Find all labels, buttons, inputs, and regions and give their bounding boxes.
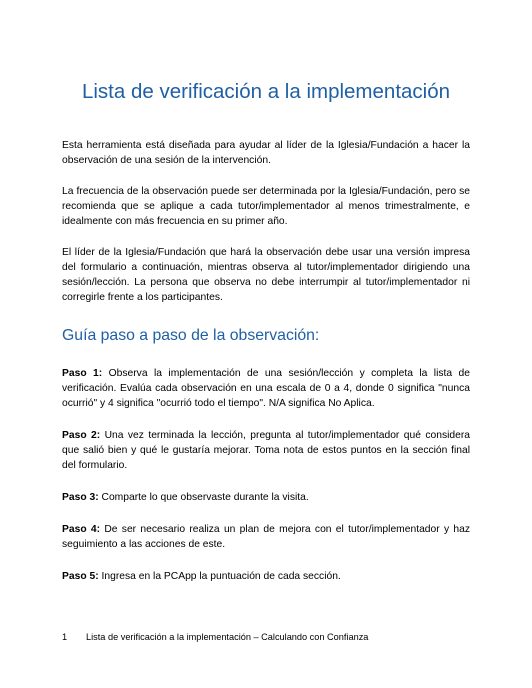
step-text: Comparte lo que observaste durante la visita. — [101, 492, 309, 503]
step-3 — [62, 490, 470, 505]
step-text: Una vez terminada la lección, pregunta al tutor/implementador qué considera que salió bien y qué le gustaría mejorar. Toma nota de estos puntos en la sección final del formulario. — [62, 430, 470, 471]
intro-paragraph-3: El líder de la Iglesia/Fundación que hará la observación debe usar una versión impresa del formulario a continuación, mientras observa al tutor/implementador dirigiendo una sesión/lección. La persona que observa no debe interrumpir al tutor/implementador ni corregirle frente a los participantes. — [62, 247, 470, 303]
page-number: 1 — [62, 632, 68, 642]
step-text: Observa la implementación de una sesión/lección y completa la lista de verificación. Evalúa cada observación en una escala de 0 a 4, donde 0 significa "nunca ocurrió" y 4 significa "ocurrió todo el tiempo". N/A significa No Aplica. — [62, 368, 470, 409]
step-text: De ser necesario realiza un plan de mejora con el tutor/implementador y haz seguimiento a las acciones de este. — [62, 524, 470, 550]
document-body — [62, 138, 470, 601]
step-label: Paso 2: — [62, 430, 101, 441]
footer-text: Lista de verificación a la implementación – Calculando con Confianza — [86, 632, 369, 642]
intro-paragraph-1: Esta herramienta está diseñada para ayudar al líder de la Iglesia/Fundación a hacer la observación de una sesión de la intervención. — [62, 140, 470, 166]
page-footer — [62, 632, 368, 642]
step-text: Ingresa en la PCApp la puntuación de cada sección. — [101, 571, 341, 582]
step-2 — [62, 428, 470, 473]
step-4 — [62, 522, 470, 552]
intro-paragraph-2: La frecuencia de la observación puede ser determinada por la Iglesia/Fundación, pero se recomienda que se aplique a cada tutor/implementador al menos trimestralmente, e idealmente con más frecuencia en su primer año. — [62, 186, 470, 227]
step-label: Paso 3: — [62, 492, 99, 503]
section-heading: Guía paso a paso de la observación: — [62, 327, 320, 344]
step-label: Paso 5: — [62, 571, 99, 582]
step-1 — [62, 366, 470, 411]
page-title: Lista de verificación a la implementación — [81, 80, 451, 103]
step-5 — [62, 569, 470, 584]
step-label: Paso 4: — [62, 524, 101, 535]
step-label: Paso 1: — [62, 368, 103, 379]
